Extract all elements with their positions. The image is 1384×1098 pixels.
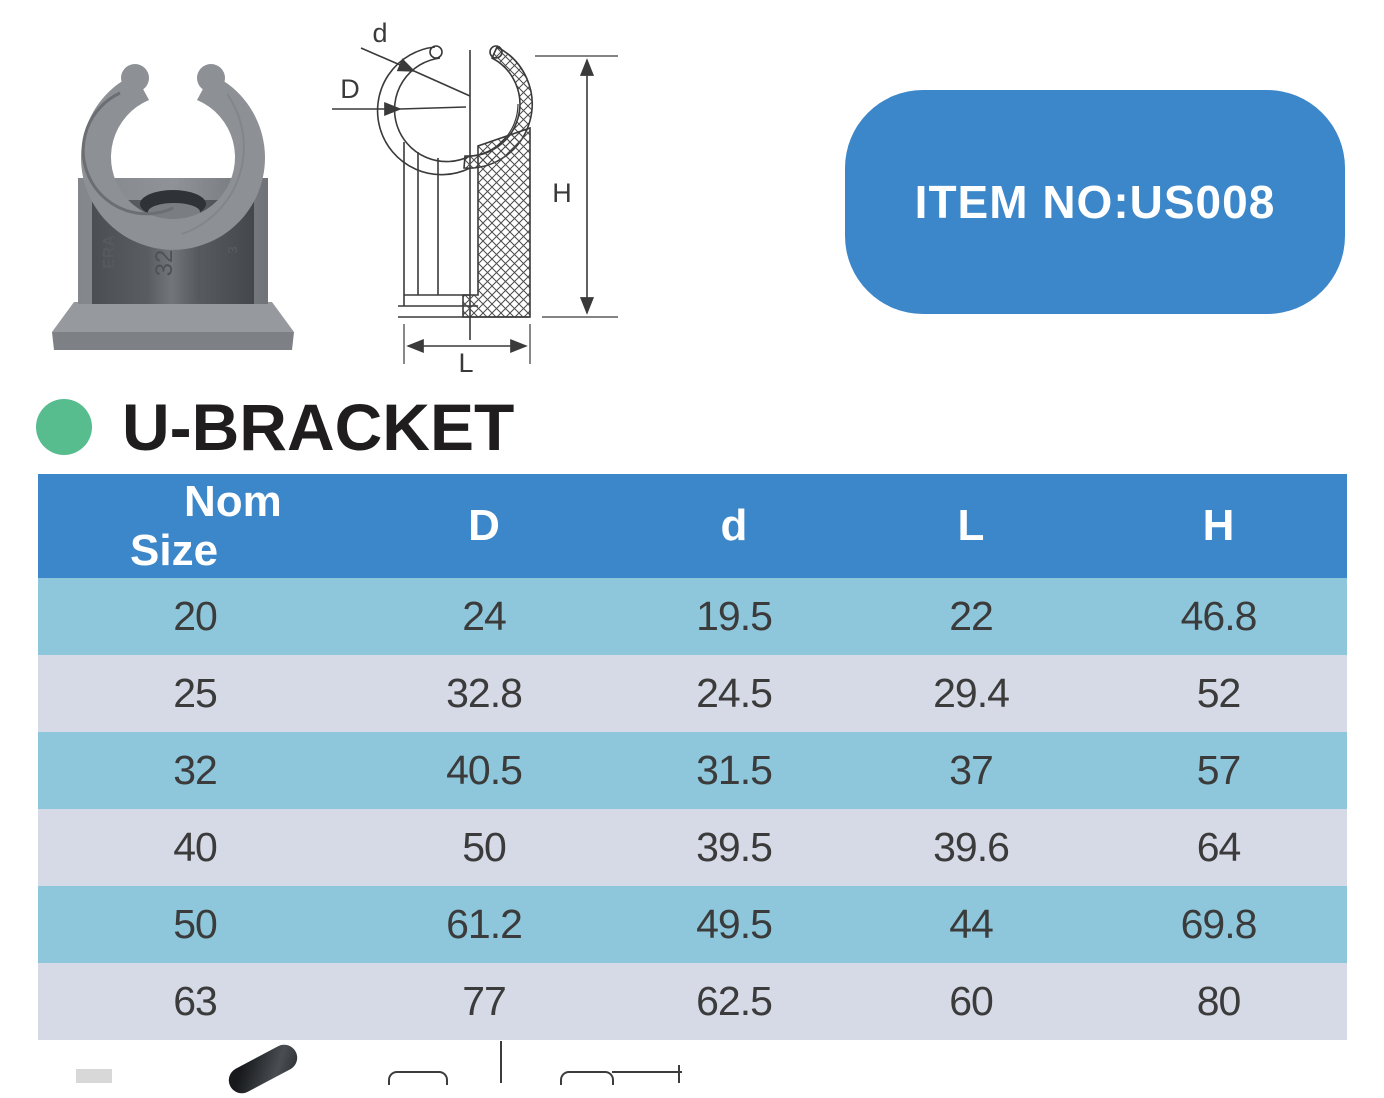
table-cell: 32.8 xyxy=(352,655,616,732)
table-cell: 40 xyxy=(38,809,352,886)
dimension-diagram xyxy=(330,16,648,380)
page-title: U-BRACKET xyxy=(122,390,515,464)
table-cell: 31.5 xyxy=(616,732,852,809)
table-cell: 60 xyxy=(852,963,1090,1040)
table-cell: 25 xyxy=(38,655,352,732)
table-cell: 39.6 xyxy=(852,809,1090,886)
spec-table xyxy=(38,474,1347,1040)
table-cell: 20 xyxy=(38,578,352,655)
table-cell: 37 xyxy=(852,732,1090,809)
section-heading xyxy=(36,390,515,464)
table-cell: 64 xyxy=(1090,809,1347,886)
table-cell: 69.8 xyxy=(1090,886,1347,963)
dim-label-d: d xyxy=(372,18,388,48)
table-row xyxy=(38,578,1347,655)
table-cell: 63 xyxy=(38,963,352,1040)
header-H: H xyxy=(1090,474,1347,578)
table-cell: 50 xyxy=(352,809,616,886)
table-cell: 77 xyxy=(352,963,616,1040)
u-bracket-photo-graphic xyxy=(22,38,324,366)
header-d: d xyxy=(616,474,852,578)
item-number-badge xyxy=(845,90,1345,314)
table-body xyxy=(38,578,1347,1040)
item-number-label: ITEM NO:US008 xyxy=(914,176,1276,228)
bullet-circle-icon xyxy=(36,399,92,455)
table-cell: 29.4 xyxy=(852,655,1090,732)
table-cell: 52 xyxy=(1090,655,1347,732)
product-photo xyxy=(22,38,324,366)
header-D: D xyxy=(352,474,616,578)
drawing-fragment-tick xyxy=(678,1065,680,1083)
embossed-brand: ERA xyxy=(101,235,118,269)
dim-label-L: L xyxy=(458,348,474,378)
table-header-row xyxy=(38,474,1347,578)
table-cell: 32 xyxy=(38,732,352,809)
technical-drawing xyxy=(330,16,648,380)
table-row xyxy=(38,732,1347,809)
table-cell: 80 xyxy=(1090,963,1347,1040)
header-nom-line1: Nom xyxy=(184,476,282,526)
drawing-fragment-line xyxy=(612,1071,682,1073)
dim-label-H: H xyxy=(552,178,572,208)
table-row xyxy=(38,886,1347,963)
table-cell: 19.5 xyxy=(616,578,852,655)
next-section-drawing-fragment-b xyxy=(560,1071,692,1083)
table-cell: 39.5 xyxy=(616,809,852,886)
table-row xyxy=(38,655,1347,732)
table-cell: 57 xyxy=(1090,732,1347,809)
next-section-photo-fragment-dark xyxy=(224,1040,302,1098)
table-cell: 22 xyxy=(852,578,1090,655)
table-cell: 24 xyxy=(352,578,616,655)
table-cell: 46.8 xyxy=(1090,578,1347,655)
table-cell: 50 xyxy=(38,886,352,963)
table-cell: 40.5 xyxy=(352,732,616,809)
next-section-centerline-fragment xyxy=(500,1041,502,1083)
next-section-photo-fragment-left xyxy=(76,1069,112,1083)
table-cell: 49.5 xyxy=(616,886,852,963)
dim-label-D: D xyxy=(340,74,360,104)
embossed-size: 32 xyxy=(151,249,178,277)
header-nom-line2: Size xyxy=(130,526,219,575)
embossed-mark: 3 xyxy=(225,246,240,254)
header-L: L xyxy=(852,474,1090,578)
table-cell: 44 xyxy=(852,886,1090,963)
table-cell: 24.5 xyxy=(616,655,852,732)
header-nom-size xyxy=(38,474,352,578)
table-row xyxy=(38,809,1347,886)
table-row xyxy=(38,963,1347,1040)
table-cell: 62.5 xyxy=(616,963,852,1040)
table-cell: 61.2 xyxy=(352,886,616,963)
